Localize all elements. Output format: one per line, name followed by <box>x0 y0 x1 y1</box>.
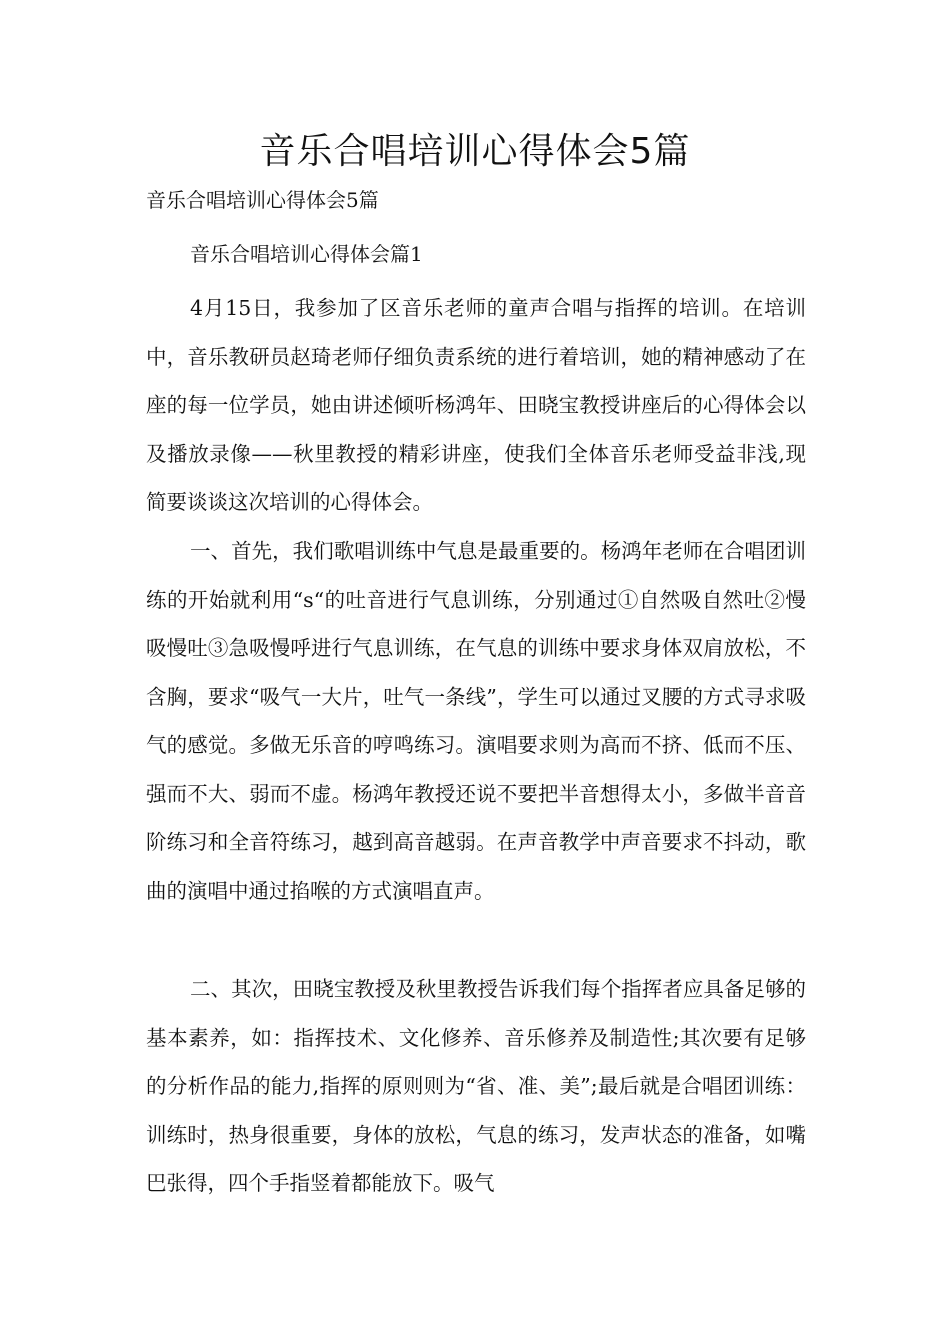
section-heading: 音乐合唱培训心得体会篇1 <box>190 242 423 266</box>
paragraph-2: 一、首先，我们歌唱训练中气息是最重要的。杨鸿年老师在合唱团训练的开始就利用“s“的吐音进行气息训练，分别通过①自然吸自然吐②慢吸慢吐③急吸慢呼进行气息训练，在气息的训练中要求身体双肩放松，不含胸，要求“吸气一大片，吐气一条线”，学生可以通过叉腰的方式寻求吸气的感觉。多做无乐音的哼鸣练习。演唱要求则为高而不挤、低而不压、强而不大、弱而不虚。杨鸿年教授还说不要把半音想得太小，多做半音音阶练习和全音符练习，越到高音越弱。在声音教学中声音要求不抖动，歌曲的演唱中通过掐喉的方式演唱直声。 <box>146 539 806 903</box>
paragraph-3: 二、其次，田晓宝教授及秋里教授告诉我们每个指挥者应具备足够的基本素养，如：指挥技术、文化修养、音乐修养及制造性;其次要有足够的分析作品的能力,指挥的原则则为“省、准、美”;最后就是合唱团训练：训练时，热身很重要，身体的放松，气息的练习，发声状态的准备，如嘴巴张得，四个手指竖着都能放下。吸气 <box>146 977 806 1195</box>
paragraph-1: 4月15日，我参加了区音乐老师的童声合唱与指挥的培训。在培训中，音乐教研员赵琦老师仔细负责系统的进行着培训，她的精神感动了在座的每一位学员，她由讲述倾听杨鸿年、田晓宝教授讲座后的心得体会以及播放录像——秋里教授的精彩讲座，使我们全体音乐老师受益非浅,现简要谈谈这次培训的心得体会。 <box>146 296 806 514</box>
document-subtitle: 音乐合唱培训心得体会5篇 <box>146 188 379 212</box>
document-title: 音乐合唱培训心得体会5篇 <box>259 131 691 172</box>
